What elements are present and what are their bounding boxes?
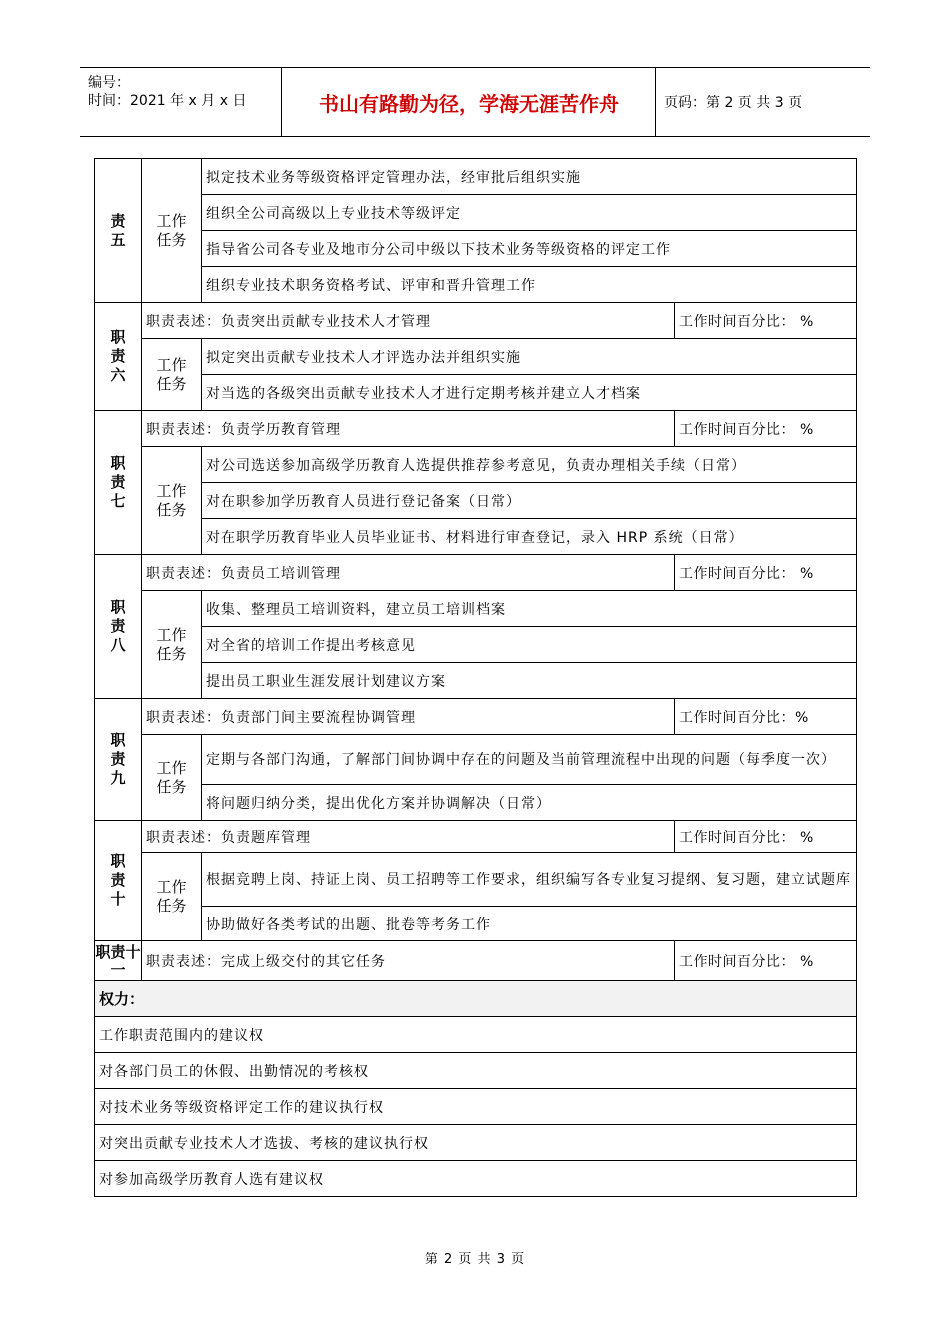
task-item: 拟定技术业务等级资格评定管理办法，经审批后组织实施 [202, 159, 857, 195]
table-row [95, 907, 857, 941]
time-percentage: 工作时间百分比： % [675, 303, 857, 339]
table-row [95, 981, 857, 1017]
task-label: 工作任务 [142, 853, 202, 941]
task-item: 对在职参加学历教育人员进行登记备案（日常） [202, 483, 857, 519]
task-item: 组织专业技术职务资格考试、评审和晋升管理工作 [202, 267, 857, 303]
duty-label: 职责六 [95, 303, 142, 411]
duty-description: 职责表述：负责题库管理 [142, 821, 675, 853]
time-percentage: 工作时间百分比：% [675, 699, 857, 735]
document-time-label: 时间：2021 年 x 月 x 日 [88, 93, 247, 109]
table-row [95, 1053, 857, 1089]
power-item: 工作职责范围内的建议权 [95, 1017, 857, 1053]
header-page-number: 页码：第 2 页 共 3 页 [664, 95, 803, 111]
task-item: 指导省公司各专业及地市分公司中级以下技术业务等级资格的评定工作 [202, 231, 857, 267]
time-percentage: 工作时间百分比： % [675, 821, 857, 853]
task-item: 定期与各部门沟通，了解部门间协调中存在的问题及当前管理流程中出现的问题（每季度一次） [202, 735, 857, 785]
table-row [95, 853, 857, 907]
time-percentage: 工作时间百分比： % [675, 411, 857, 447]
table-row [95, 483, 857, 519]
duty-label: 职责九 [95, 699, 142, 821]
table-row [95, 785, 857, 821]
document-number-label: 编号： [88, 75, 130, 91]
task-item: 组织全公司高级以上专业技术等级评定 [202, 195, 857, 231]
header-meta [80, 68, 282, 136]
table-row [95, 195, 857, 231]
task-label: 工作任务 [142, 159, 202, 303]
task-item: 协助做好各类考试的出题、批卷等考务工作 [202, 907, 857, 941]
task-item: 对公司选送参加高级学历教育人选提供推荐参考意见，负责办理相关手续（日常） [202, 447, 857, 483]
task-item: 将问题归纳分类，提出优化方案并协调解决（日常） [202, 785, 857, 821]
page-footer: 第 2 页 共 3 页 [424, 1252, 526, 1267]
time-percentage: 工作时间百分比： % [675, 555, 857, 591]
task-item: 对当选的各级突出贡献专业技术人才进行定期考核并建立人才档案 [202, 375, 857, 411]
table-row [95, 447, 857, 483]
task-item: 对全省的培训工作提出考核意见 [202, 627, 857, 663]
table-row [95, 375, 857, 411]
table-row [95, 699, 857, 735]
task-item: 根据竞聘上岗、持证上岗、员工招聘等工作要求，组织编写各专业复习提纲、复习题，建立试题库 [202, 853, 857, 907]
duty-label: 职责十一 [95, 942, 141, 979]
task-label: 工作任务 [142, 447, 202, 555]
task-label: 工作任务 [142, 339, 202, 411]
duty-description: 职责表述：负责学历教育管理 [142, 411, 675, 447]
task-label: 工作任务 [142, 591, 202, 699]
task-item: 拟定突出贡献专业技术人才评选办法并组织实施 [202, 339, 857, 375]
task-item: 提出员工职业生涯发展计划建议方案 [202, 663, 857, 699]
header-motto: 书山有路勤为径，学海无涯苦作舟 [283, 68, 656, 136]
table-row [95, 735, 857, 785]
time-percentage: 工作时间百分比： % [675, 941, 857, 981]
duty-description: 职责表述：负责部门间主要流程协调管理 [142, 699, 675, 735]
table-row [95, 303, 857, 339]
duty-description: 职责表述：负责员工培训管理 [142, 555, 675, 591]
table-row [95, 663, 857, 699]
task-label: 工作任务 [142, 735, 202, 821]
table-row [95, 591, 857, 627]
power-item: 对突出贡献专业技术人才选拔、考核的建议执行权 [95, 1125, 857, 1161]
table-row [95, 821, 857, 853]
powers-heading: 权力： [95, 981, 857, 1017]
table-row [95, 627, 857, 663]
task-item: 对在职学历教育毕业人员毕业证书、材料进行审查登记，录入 HRP 系统（日常） [202, 519, 857, 555]
table-row [95, 1161, 857, 1197]
table-row [95, 1089, 857, 1125]
table-row [95, 411, 857, 447]
duty-label: 责五 [95, 159, 142, 303]
table-row [95, 231, 857, 267]
table-row [95, 1125, 857, 1161]
table-row [95, 555, 857, 591]
power-item: 对参加高级学历教育人选有建议权 [95, 1161, 857, 1197]
task-item: 收集、整理员工培训资料，建立员工培训档案 [202, 591, 857, 627]
page-header [80, 67, 870, 137]
power-item: 对各部门员工的休假、出勤情况的考核权 [95, 1053, 857, 1089]
table-row [95, 519, 857, 555]
duty-label: 职责七 [95, 411, 142, 555]
table-row [95, 267, 857, 303]
table-row [95, 941, 857, 981]
duty-description: 职责表述：负责突出贡献专业技术人才管理 [142, 303, 675, 339]
duty-label: 职责八 [95, 555, 142, 699]
duty-description: 职责表述：完成上级交付的其它任务 [142, 941, 675, 981]
duty-label: 职责十 [95, 821, 142, 941]
duties-table [94, 158, 857, 1197]
table-row [95, 159, 857, 195]
table-row [95, 339, 857, 375]
table-row [95, 1017, 857, 1053]
power-item: 对技术业务等级资格评定工作的建议执行权 [95, 1089, 857, 1125]
